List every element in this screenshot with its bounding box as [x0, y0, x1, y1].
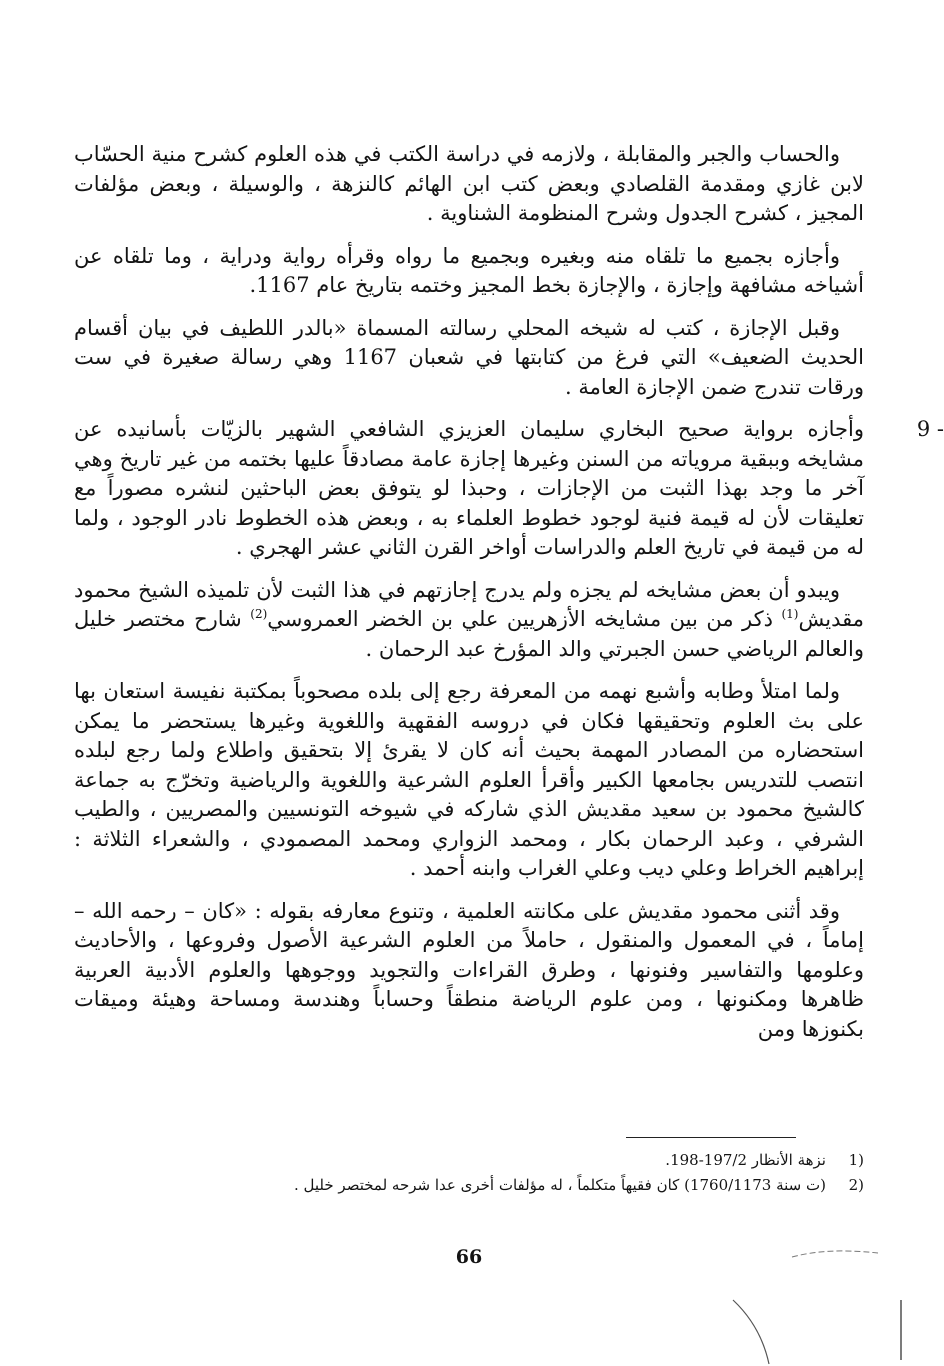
footnote-ref-1: (1)	[781, 607, 799, 621]
paragraph-3: وقبل الإجازة ، كتب له شيخه المحلي رسالته المسماة «بالدر اللطيف في بيان أقسام الحديث الضعيف» التي فرغ من كتابتها في شعبان 1167 وهي رسالة صغيرة في ست ورقات تندرج ضمن الإجازة العامة .	[74, 315, 864, 399]
paragraph-return: ولما امتلأ وطابه وأشبع نهمه من المعرفة رجع إلى بلده مصحوباً بمكتبة نفيسة استعان بها على بث العلوم وتحقيقها فكان في دروسه الفقهية واللغوية وغيرها يستحضر ما يمكن استحضاره من المصادر المهمة بحيث أنه كان لا يقرئ إلا بتحقيق واطلاع ولما رجع لبلده انتصب للتدريس بجامعها الكبير وأقرأ العلوم الشرعية واللغوية والرياضية وتخرّج به جماعة كالشيخ محمود بن سعيد مقديش الذي شاركه في شيوخه التونسيين والمصريين ، والطيب الشرفي ، وعبد الرحمان بكار ، ومحمد الزواري ومحمد المصمودي ، والشعراء الثلاثة : إبراهيم الخراط وعلي ديب وعلي الغراب وابنه أحمد .	[74, 679, 865, 880]
paragraph-2: وأجازه بجميع ما تلقاه منه وبغيره وبجميع ما رواه وقرأه رواية ودراية ، وما تلقاه عن أشياخه مشافهة وإجازة ، والإجازة بخط المجيز وختمه بتاريخ عام 1167.	[74, 243, 864, 297]
page-number: 66	[455, 1246, 483, 1268]
scan-artifact	[790, 1245, 880, 1259]
numbered-item-9	[74, 415, 944, 563]
main-text	[74, 140, 944, 1057]
item-number: 9 -	[916, 417, 944, 441]
footnote-divider	[626, 1137, 796, 1138]
item-text: وأجازه برواية صحيح البخاري سليمان العزيزي الشافعي الشهير بالزيّات بأسانيده عن مشايخه وببقية مروياته من السنن وغيرها إجازة عامة مصادقاً عليها بختمه من غير تاريخ وهي آخر ما وجد بهذا الثبت من الإجازات ، وحبذا لو يتوفق بعض الباحثين لنشره مصوراً مع تعليقات لأن له قيمة فنية لوجود خطوط العلماء به ، وبعض هذه الخطوط نادر الوجود ، ولما له من قيمة في تاريخ العلم والدراسات أواخر القرن الثاني عشر الهجري .	[74, 417, 864, 559]
mentions-part-1: ويبدو أن بعض مشايخه لم يجزه ولم يدرج إجازتهم في هذا الثبت لأن تلميذه الشيخ محمود مقديش	[74, 577, 864, 631]
paragraph-1: والحساب والجبر والمقابلة ، ولازمه في دراسة الكتب في هذه العلوم كشرح منية الحسّاب لابن غازي ومقدمة القلصادي وبعض كتب ابن الهائم كالنزهة ، والوسيلة ، وبعض مؤلفات المجيز ، كشرح الجدول وشرح المنظومة الشناوية .	[74, 142, 864, 225]
footnote-ref-2: (2)	[250, 607, 268, 621]
paragraph-praise: وقد أثنى محمود مقديش على مكانته العلمية ، وتنوع معارفه بقوله : «كان – رحمه الله – إماماً ، في المعمول والمنقول ، حاملاً من العلوم الشرعية الأصول وفروعها ، والأحاديث وعلومها والتفاسير وفنونها ، وطرق القراءات والتجويد ووجوهها والعلوم الأدبية العربية ظاهرها ومكنونها ، ومن علوم الرياضة منطقاً وحساباً وهندسة ومساحة وهيئة وميقات بكنوزها ومن	[74, 898, 864, 1041]
footnote-2	[74, 1173, 864, 1198]
scan-artifact	[725, 1296, 785, 1366]
scan-artifact	[896, 1300, 906, 1360]
footnote-number: 1)	[848, 1151, 864, 1169]
footnote-1	[74, 1148, 864, 1173]
mentions-part-2: ذكر من بين مشايخه الأزهريين علي بن الخضر العمروسي	[267, 607, 782, 631]
footnote-number: 2)	[848, 1176, 864, 1194]
paragraph-mentions	[74, 576, 864, 665]
footnotes	[74, 1148, 864, 1198]
footnote-text: (ت سنة 1760/1173) كان فقيهاً متكلماً ، له مؤلفات أخرى عدا شرحه لمختصر خليل .	[293, 1176, 826, 1194]
footnote-text: نزهة الأنظار 197/2-198.	[665, 1151, 826, 1169]
mentions-part-3: شارح مختصر خليل والعالم الرياضي حسن الجبرتي والد المؤرخ عبد الرحمان .	[74, 607, 864, 661]
